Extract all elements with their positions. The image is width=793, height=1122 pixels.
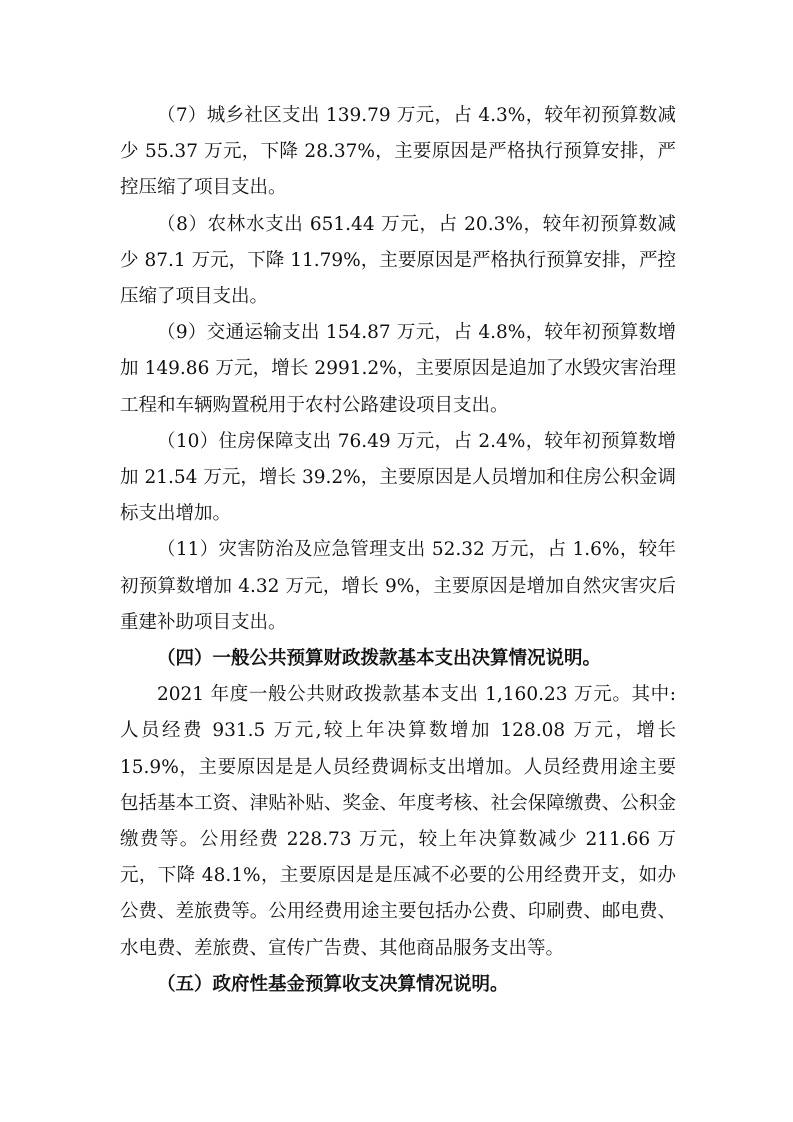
paragraph-basic-expenditure-details: 2021 年度一般公共财政拨款基本支出 1,160.23 万元。其中:人员经费 931.5 万元,较上年决算数增加 128.08 万元，增长 15.9%，主要原因是是人员经费调标支出增加。人员经费用途主要包括基本工资、津贴补贴、奖金、年度考核、社会保障缴费、公积金缴费等。公用经费 228.73 万元，较上年决算数减少 211.66 万元，下降 48.1%，主要原因是是压减不必要的公用经费开支，如办公费、差旅费等。公用经费用途主要包括办公费、印刷费、邮电费、水电费、差旅费、宣传广告费、其他商品服务支出等。 [120,684,676,959]
section-heading-government-fund: （五）政府性基金预算收支决算情况说明。 [157,973,509,995]
document-body [120,98,676,1003]
paragraph-disaster-prevention-expenditure: （11）灾害防治及应急管理支出 52.32 万元，占 1.6%，较年初预算数增加 4.32 万元，增长 9%，主要原因是增加自然灾害灾后重建补助项目支出。 [120,539,676,633]
section-heading-basic-expenditure: （四）一般公共预算财政拨款基本支出决算情况说明。 [157,648,602,670]
paragraph-agriculture-forestry-water-expenditure: （8）农林水支出 651.44 万元，占 20.3%，较年初预算数减少 87.1 万元，下降 11.79%，主要原因是严格执行预算安排，严控压缩了项目支出。 [120,213,676,308]
paragraph-housing-security-expenditure: （10）住房保障支出 76.49 万元，占 2.4%，较年初预算数增加 21.54 万元，增长 39.2%，主要原因是人员增加和住房公积金调标支出增加。 [120,430,676,525]
paragraph-transportation-expenditure: （9）交通运输支出 154.87 万元，占 4.8%，较年初预算数增加 149.86 万元，增长 2991.2%，主要原因是追加了水毁灾害治理工程和车辆购置税用于农村公路建设项目支出。 [120,322,676,416]
paragraph-urban-rural-community-expenditure: （7）城乡社区支出 139.79 万元，占 4.3%，较年初预算数减少 55.37 万元，下降 28.37%，主要原因是严格执行预算安排，严控压缩了项目支出。 [120,105,676,199]
